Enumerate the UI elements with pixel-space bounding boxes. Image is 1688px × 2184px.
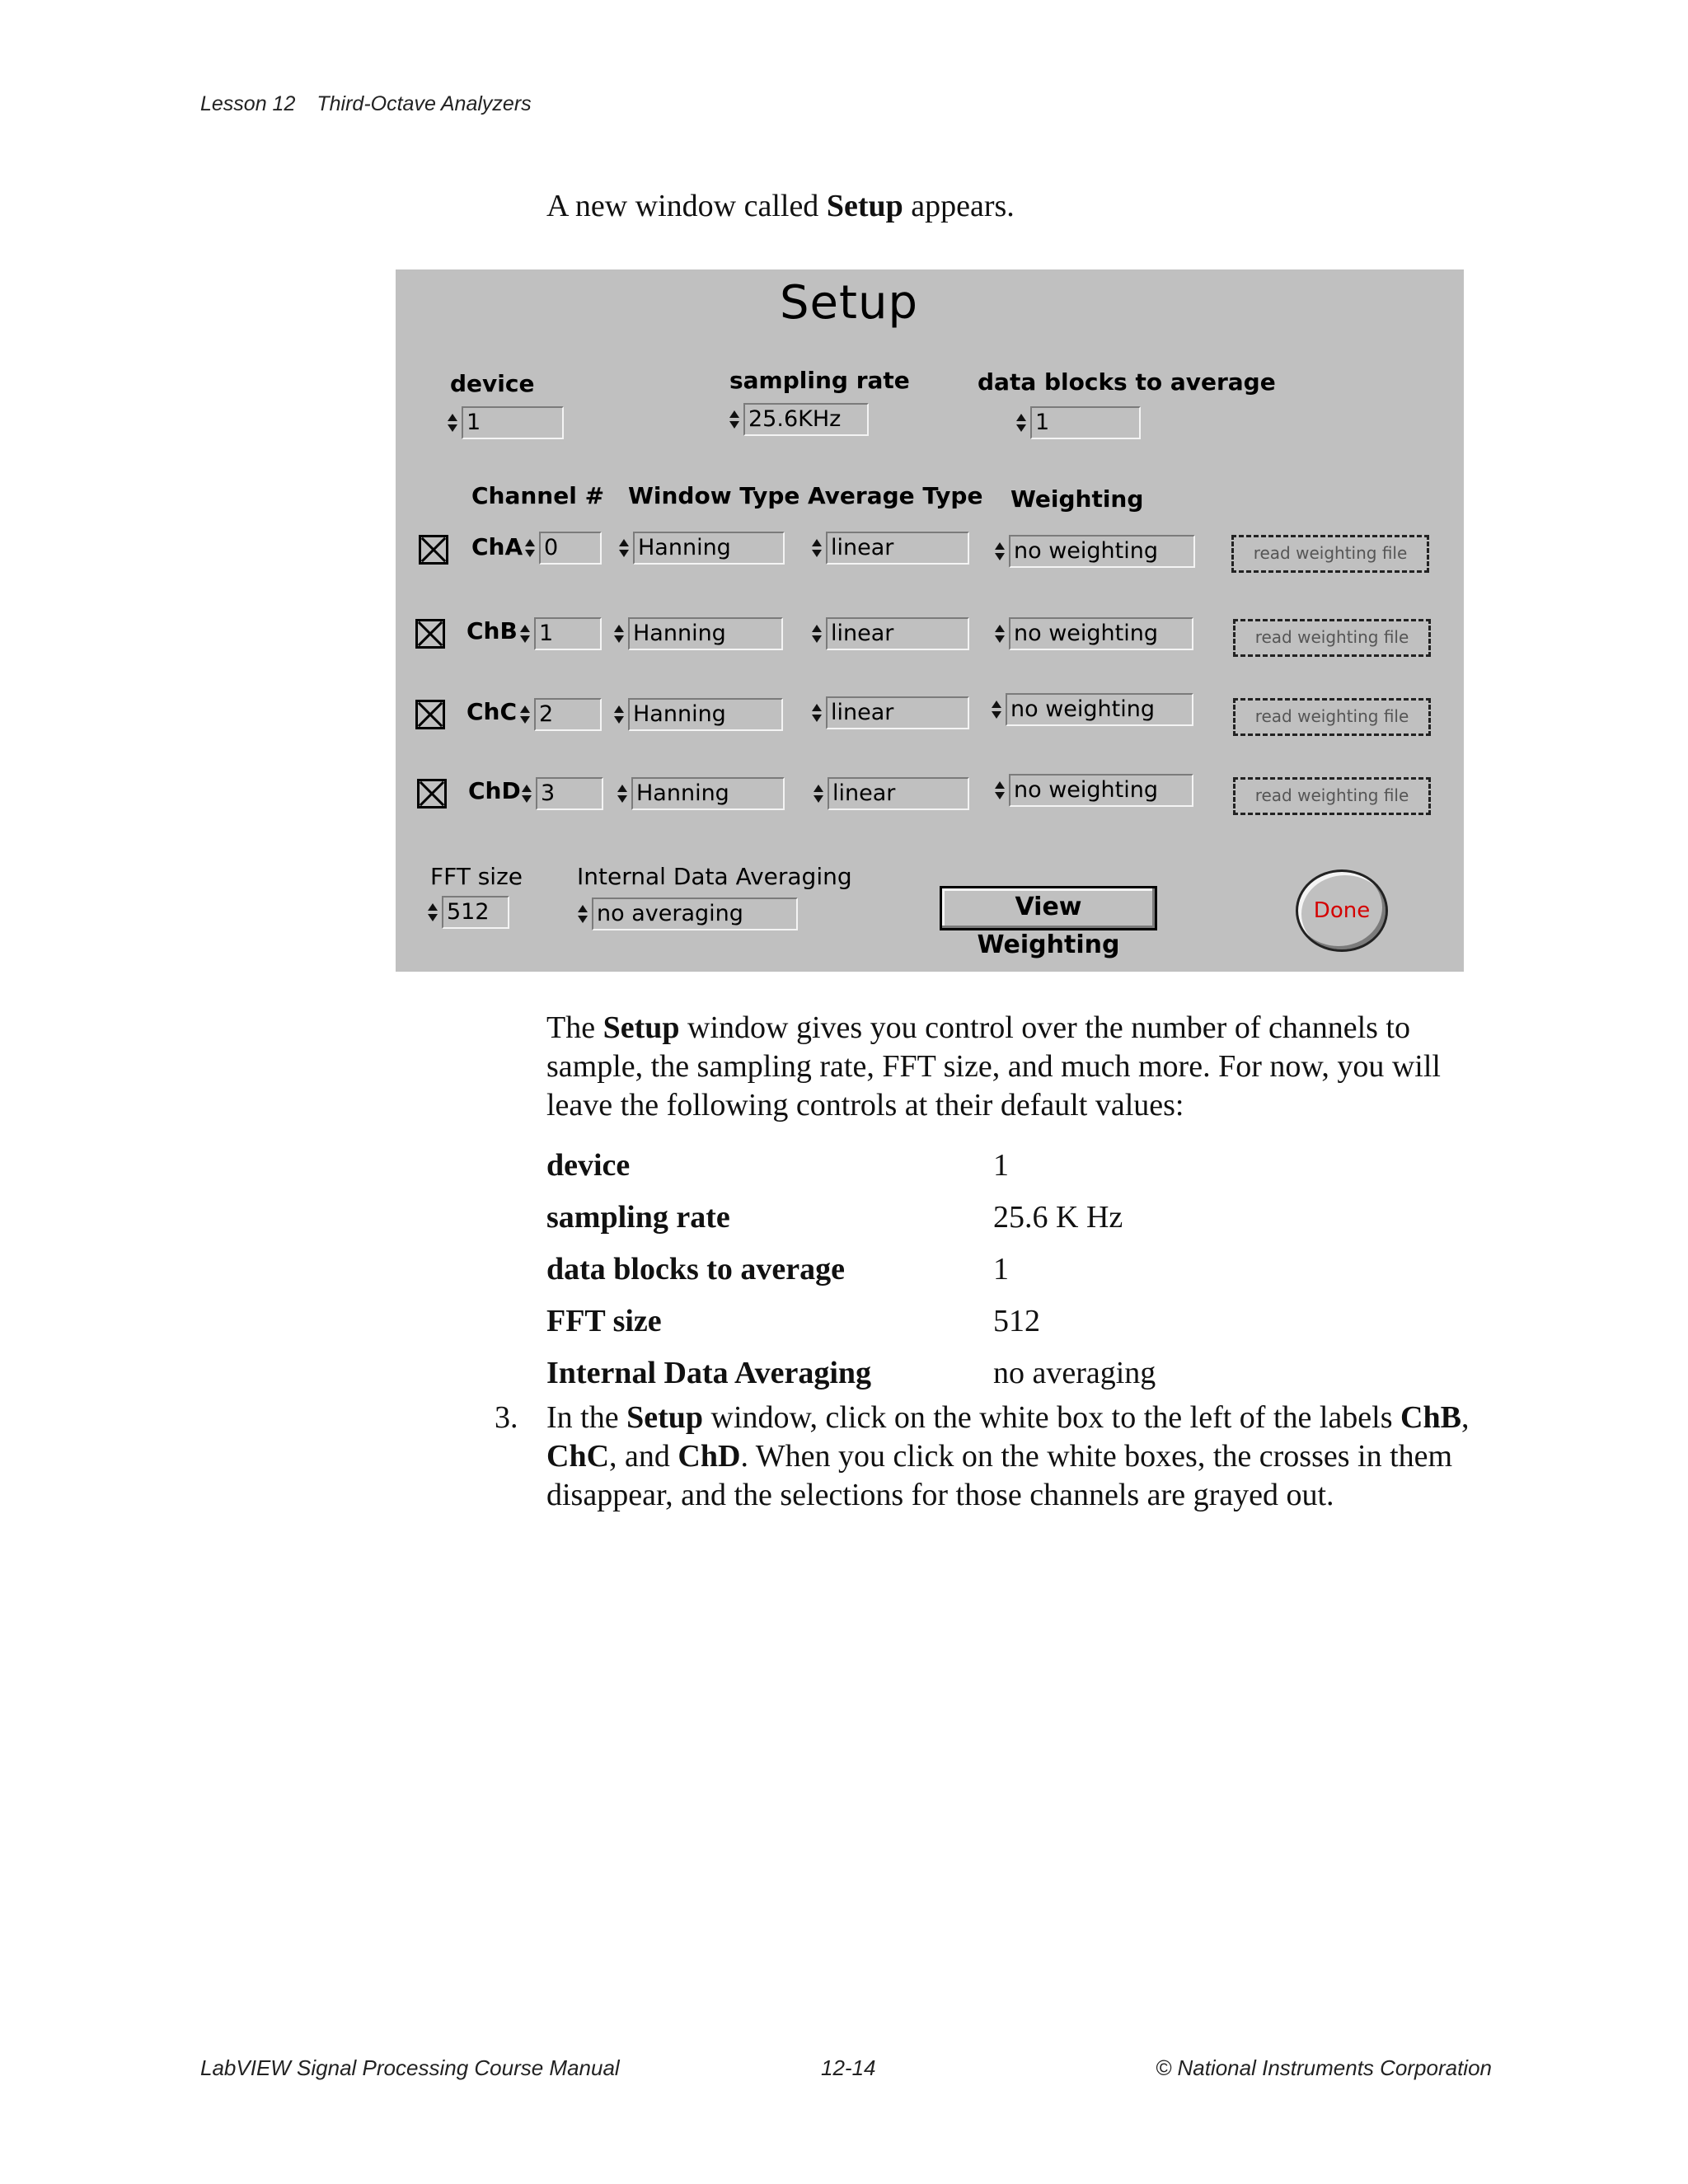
- para-text: The: [546, 1010, 603, 1045]
- chc-checkbox[interactable]: [415, 700, 445, 729]
- para-text-end: window gives you control over the number of channels to sample, the sampling rate, FFT size, and much more. For now, you will leave the following controls at their default values:: [546, 1010, 1441, 1122]
- view-weighting-button[interactable]: View Weighting: [940, 886, 1157, 930]
- chb-average-control[interactable]: [811, 616, 969, 652]
- intro-bold: Setup: [826, 189, 903, 223]
- cha-label: ChA: [471, 533, 523, 560]
- step-text-part: ,: [1461, 1400, 1470, 1435]
- step-bold-setup: Setup: [626, 1400, 703, 1435]
- intro-text-end: appears.: [903, 189, 1015, 223]
- chd-weighting-spinner-icon[interactable]: [994, 774, 1006, 807]
- chb-label: ChB: [467, 617, 518, 644]
- chd-average-control[interactable]: [813, 776, 969, 812]
- defaults-label: sampling rate: [546, 1199, 730, 1235]
- defaults-label: device: [546, 1147, 631, 1183]
- fft-size-control[interactable]: [427, 894, 509, 930]
- chc-window-spinner-icon[interactable]: [613, 698, 625, 731]
- chc-average-field[interactable]: linear: [826, 696, 969, 729]
- defaults-value: 1: [993, 1147, 1009, 1183]
- cha-checkbox[interactable]: [419, 535, 448, 565]
- sampling-rate-spinner-icon[interactable]: [729, 403, 740, 436]
- cha-number-control[interactable]: [524, 530, 602, 566]
- defaults-label: Internal Data Averaging: [546, 1355, 872, 1390]
- chc-number-spinner-icon[interactable]: [519, 698, 531, 731]
- setup-window: [396, 269, 1464, 972]
- step-text-part: In the: [546, 1400, 627, 1435]
- step-text-part: . When you click on the white boxes, the crosses in them disappear, and the selections for those channels are grayed out.: [546, 1439, 1453, 1512]
- defaults-label: data blocks to average: [546, 1251, 846, 1286]
- chd-number-control[interactable]: [521, 776, 603, 812]
- lesson-label: Lesson 12: [200, 92, 296, 115]
- internal-averaging-spinner-icon[interactable]: [577, 898, 588, 930]
- chb-read-weighting-button[interactable]: read weighting file: [1233, 619, 1431, 657]
- defaults-value: 512: [993, 1303, 1040, 1338]
- cha-window-field[interactable]: Hanning: [633, 532, 785, 565]
- intro-text: A new window called: [546, 189, 827, 223]
- data-blocks-spinner-icon[interactable]: [1015, 406, 1027, 439]
- internal-averaging-label: Internal Data Averaging: [577, 863, 852, 890]
- chd-average-spinner-icon[interactable]: [813, 777, 824, 810]
- chc-window-control[interactable]: [613, 696, 783, 733]
- step-text: [546, 1399, 1503, 1515]
- chc-weighting-spinner-icon[interactable]: [991, 693, 1002, 726]
- step-text-part: window, click on the white box to the left of the labels: [703, 1400, 1401, 1435]
- fft-size-field[interactable]: 512: [442, 896, 509, 929]
- cha-read-weighting-button[interactable]: read weighting file: [1231, 535, 1429, 573]
- device-label: device: [450, 370, 535, 397]
- chb-window-control[interactable]: [613, 616, 783, 652]
- cha-weighting-spinner-icon[interactable]: [994, 535, 1006, 568]
- step-bold-chc: ChC: [546, 1439, 610, 1474]
- chd-label: ChD: [468, 777, 521, 804]
- sampling-rate-field[interactable]: 25.6KHz: [743, 403, 869, 436]
- chb-number-field[interactable]: 1: [534, 617, 602, 650]
- step-number: 3.: [495, 1400, 518, 1435]
- chc-number-field[interactable]: 2: [534, 698, 602, 731]
- cha-weighting-field[interactable]: no weighting: [1009, 535, 1195, 568]
- cha-number-spinner-icon[interactable]: [524, 532, 536, 565]
- chb-weighting-control[interactable]: [994, 616, 1193, 652]
- para-bold: Setup: [603, 1010, 680, 1045]
- chc-label: ChC: [467, 698, 518, 725]
- chd-window-control[interactable]: [617, 776, 785, 812]
- data-blocks-field[interactable]: 1: [1030, 406, 1141, 439]
- data-blocks-label: data blocks to average: [978, 368, 1276, 396]
- chd-read-weighting-button[interactable]: read weighting file: [1233, 777, 1431, 815]
- running-head: [200, 92, 532, 116]
- defaults-value: no averaging: [993, 1355, 1156, 1390]
- sampling-rate-label: sampling rate: [729, 367, 910, 394]
- fft-size-label: FFT size: [430, 863, 523, 890]
- cha-number-field[interactable]: 0: [539, 532, 602, 565]
- intro-sentence: [546, 188, 1015, 224]
- defaults-row: [546, 1243, 1453, 1295]
- data-blocks-control[interactable]: [1015, 405, 1141, 441]
- chb-number-control[interactable]: [519, 616, 602, 652]
- header-average-type: Average Type: [808, 482, 983, 509]
- defaults-value: 25.6 K Hz: [993, 1199, 1123, 1235]
- chd-weighting-control[interactable]: [994, 772, 1193, 808]
- chb-average-spinner-icon[interactable]: [811, 617, 823, 650]
- chc-average-spinner-icon[interactable]: [811, 696, 823, 729]
- chc-weighting-field[interactable]: no weighting: [1006, 693, 1193, 726]
- footer-copyright: © National Instruments Corporation: [1156, 2055, 1492, 2080]
- chd-weighting-field[interactable]: no weighting: [1009, 774, 1193, 807]
- defaults-row: [546, 1347, 1453, 1399]
- chc-read-weighting-button[interactable]: read weighting file: [1233, 698, 1431, 736]
- chc-window-field[interactable]: Hanning: [628, 698, 783, 731]
- sampling-rate-control[interactable]: [729, 401, 869, 438]
- cha-average-field[interactable]: linear: [826, 532, 969, 565]
- chb-weighting-spinner-icon[interactable]: [994, 617, 1006, 650]
- chapter-title: Third-Octave Analyzers: [316, 92, 532, 115]
- step-3: [495, 1399, 1503, 1515]
- chc-number-control[interactable]: [519, 696, 602, 733]
- step-text-part: , and: [609, 1439, 678, 1474]
- defaults-row: [546, 1139, 1453, 1191]
- device-control[interactable]: [447, 405, 564, 441]
- internal-averaging-field[interactable]: no averaging: [592, 898, 798, 930]
- cha-window-control[interactable]: [618, 530, 785, 566]
- defaults-label: FFT size: [546, 1303, 662, 1338]
- defaults-table: [546, 1139, 1453, 1399]
- chd-window-spinner-icon[interactable]: [617, 777, 628, 810]
- setup-description: [546, 1009, 1503, 1125]
- chb-average-field[interactable]: linear: [826, 617, 969, 650]
- done-button[interactable]: Done: [1296, 869, 1388, 952]
- chd-window-field[interactable]: Hanning: [631, 777, 785, 810]
- cha-window-spinner-icon[interactable]: [618, 532, 630, 565]
- cha-weighting-control[interactable]: [994, 533, 1195, 569]
- chc-weighting-control[interactable]: [991, 691, 1193, 728]
- header-weighting: Weighting: [1010, 485, 1144, 513]
- chd-number-spinner-icon[interactable]: [521, 777, 532, 810]
- defaults-row: [546, 1295, 1453, 1347]
- defaults-row: [546, 1191, 1453, 1243]
- internal-averaging-control[interactable]: [577, 896, 798, 932]
- fft-size-spinner-icon[interactable]: [427, 896, 438, 929]
- chb-number-spinner-icon[interactable]: [519, 617, 531, 650]
- chb-window-field[interactable]: Hanning: [628, 617, 783, 650]
- chd-checkbox[interactable]: [417, 779, 447, 808]
- chd-average-field[interactable]: linear: [828, 777, 969, 810]
- step-bold-chb: ChB: [1400, 1400, 1461, 1435]
- header-channel: Channel #: [471, 482, 605, 509]
- device-field[interactable]: 1: [462, 406, 564, 439]
- step-bold-chd: ChD: [678, 1439, 741, 1474]
- footer-page-number: 12-14: [821, 2055, 876, 2080]
- header-window-type: Window Type: [628, 482, 800, 509]
- cha-average-control[interactable]: [811, 530, 969, 566]
- footer-manual-title: LabVIEW Signal Processing Course Manual: [200, 2055, 620, 2080]
- chb-weighting-field[interactable]: no weighting: [1009, 617, 1193, 650]
- cha-average-spinner-icon[interactable]: [811, 532, 823, 565]
- chd-number-field[interactable]: 3: [536, 777, 603, 810]
- defaults-value: 1: [993, 1251, 1009, 1286]
- chb-window-spinner-icon[interactable]: [613, 617, 625, 650]
- device-spinner-icon[interactable]: [447, 406, 458, 439]
- chb-checkbox[interactable]: [415, 619, 445, 649]
- setup-title: Setup: [780, 276, 918, 330]
- chc-average-control[interactable]: [811, 695, 969, 731]
